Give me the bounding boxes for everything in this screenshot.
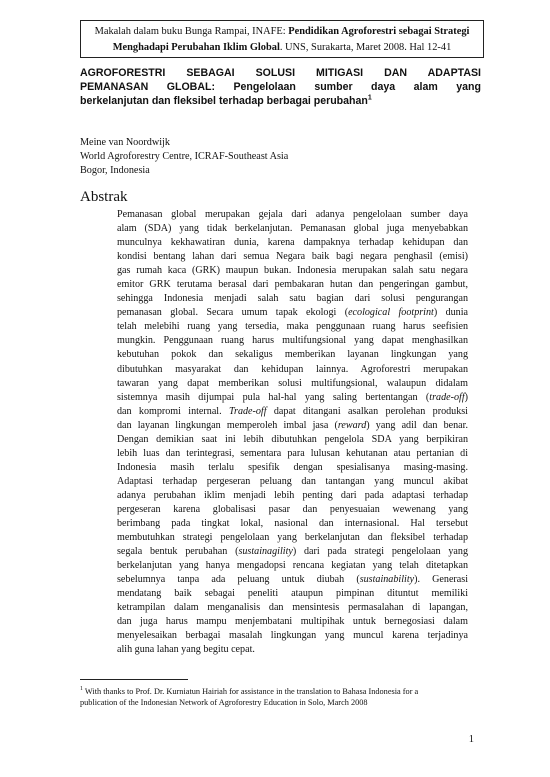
footnote [80,684,490,709]
title-line-2 [80,80,481,94]
abstract-line: menyelesaikan berbagai masalah lingkungan yang muncul karena terjadinya [117,630,468,642]
abstract-line: segala bentuk perubahan (sustainagility) dari pada strategi pengelolaan yang [117,546,468,558]
citation-publisher: . UNS, Surakarta, Maret 2008. Hal 12-41 [279,42,452,53]
citation-line-1 [87,24,477,40]
footnote-line-1 [80,684,490,697]
abstract-line: ketrampilan dalam menganalisis dan mensintesis permasalahan di lapangan, [117,602,468,614]
author-location: Bogor, Indonesia [80,165,150,176]
citation-line-2 [87,40,477,56]
abstract-line: adanya perubahan iklim menjadi lebih penting dari pada adaptasi terhadap [117,489,468,501]
abstract-line: sebelumnya tanpa ada peluang untuk diubah (sustainability). Generasi [117,574,469,586]
citation-book-title-cont: Menghadapi Perubahan Iklim Global [112,42,280,53]
footnote-marker: 1 [80,686,83,692]
abstract-line: Indonesia masih terlalu spesifik dengan spesialisanya masing-masing. [117,461,468,473]
abstract-line: Dengan demikian saat ini lebih dibutuhkan pengelola SDA yang berpikiran [117,433,468,445]
citation-text: Makalah dalam buku Bunga Rampai, INAFE: [94,26,289,37]
abstract-line: Adaptasi terhadap pergeseran peluang dan tantangan yang muncul akibat [117,475,468,487]
footnote-line-2: publication of the Indonesian Network of Agroforestry Education in Solo, March 2008 [80,698,368,708]
title-line-3 [80,95,372,107]
abstract-line: mendatang baik sebagai peneliti ataupun pimpinan dituntut memiliki [117,588,468,600]
abstract-line: sehingga Indonesia menjadi salah satu bagian dari solusi pengurangan [117,293,468,305]
abstract-line: gas rumah kaca (GRK) maupun bukan. Indonesia merupakan salah satu negara [117,265,468,277]
citation-header [80,20,484,58]
title-subtitle-part: Pengelolaan sumber daya alam yang [215,81,481,93]
abstract-line: dan layanan lingkungan memperoleh imbal jasa (reward) yang adil dan benar. [117,419,468,431]
page-number: 1 [468,734,474,745]
abstract-line: membutuhkan strategi pengelolaan yang berkelanjutan dan fleksibel terhadap [117,532,468,544]
abstract-heading: Abstrak [80,189,128,205]
abstract-line: berkelanjutan yang hanya mengadopsi rencana kegiatan yang telah ditetapkan [117,560,468,572]
abstract-line: dibutuhkan masyarakat dan kehidupan lainnya. Agroforestri merupakan [117,363,468,375]
paper-title [80,66,481,108]
title-subtitle-end: berkelanjutan dan fleksibel terhadap berbagai perubahan [80,95,368,107]
title-caps-part: PEMANASAN GLOBAL: [80,81,215,93]
title-line-1: AGROFORESTRI SEBAGAI SOLUSI MITIGASI DAN ADAPTASI [80,67,481,79]
abstract-line: alam (SDA) yang tidak berkelanjutan. Pemanasan global juga menyebabkan [117,223,468,235]
abstract-line: berimbang pada tingkat lokal, nasional dan internasional. Hal tersebut [117,518,468,530]
abstract-line: dan kompromi internal. Trade-off dapat ditangani asalkan perolehan produksi [117,405,468,417]
citation-book-title: Pendidikan Agroforestri sebagai Strategi [288,26,470,37]
abstract-line: munculnya kekhawatiran dunia, karena dampaknya terhadap kehidupan dan [117,237,468,249]
abstract-line: kebutuhan pokok dan sekaligus memberikan layanan lingkungan yang [117,349,468,361]
title-footnote-marker: 1 [367,94,372,102]
author-affiliation: World Agroforestry Centre, ICRAF-Southeast Asia [80,151,289,162]
abstract-line: pemanasan global. Secara umum tapak ekologi (ecological footprint) dunia [117,307,469,319]
abstract-line: lebih luas dan terintegrasi, sementara para lulusan kehutanan atau pertanian di [117,447,468,459]
abstract-line: emitor GRK terutama berasal dari pembakaran hutan dan pengeringan gambut, [117,279,468,291]
abstract-line: alih guna lahan yang begitu cepat. [117,644,255,656]
footnote-text: With thanks to Prof. Dr. Kurniatun Hairiah for assistance in the translation to Bahasa Indonesia for a [83,686,419,696]
abstract-line: tawaran yang dapat memberikan solusi multifungsional, walaupun didalam [117,377,468,389]
abstract-line: pergeseran karena globalisasi pasar dan penyesuaian wewenang yang [117,503,468,515]
abstract-line: dan juga harus mampu menjembatani multipihak untuk bernegosiasi dalam [117,616,468,628]
abstract-line: telah melebihi ruang yang tersedia, maka penggunaan ruang harus seefisien [117,321,468,333]
abstract-body [117,208,468,658]
abstract-line: Pemanasan global merupakan gejala dari adanya pengelolaan sumber daya [117,209,468,220]
abstract-line: sistemnya masih dijumpai pula hal-hal yang saling bertentangan (trade-off) [117,391,468,403]
abstract-line: kondisi bentang lahan dari semua Negara baik bagi negara penghasil (emisi) [117,251,468,263]
author-block [80,136,380,178]
footnote-divider [80,679,188,680]
abstract-line: mungkin. Penggunaan ruang harus multifungsional yang dapat menghasilkan [117,335,468,347]
author-name: Meine van Noordwijk [80,137,170,148]
